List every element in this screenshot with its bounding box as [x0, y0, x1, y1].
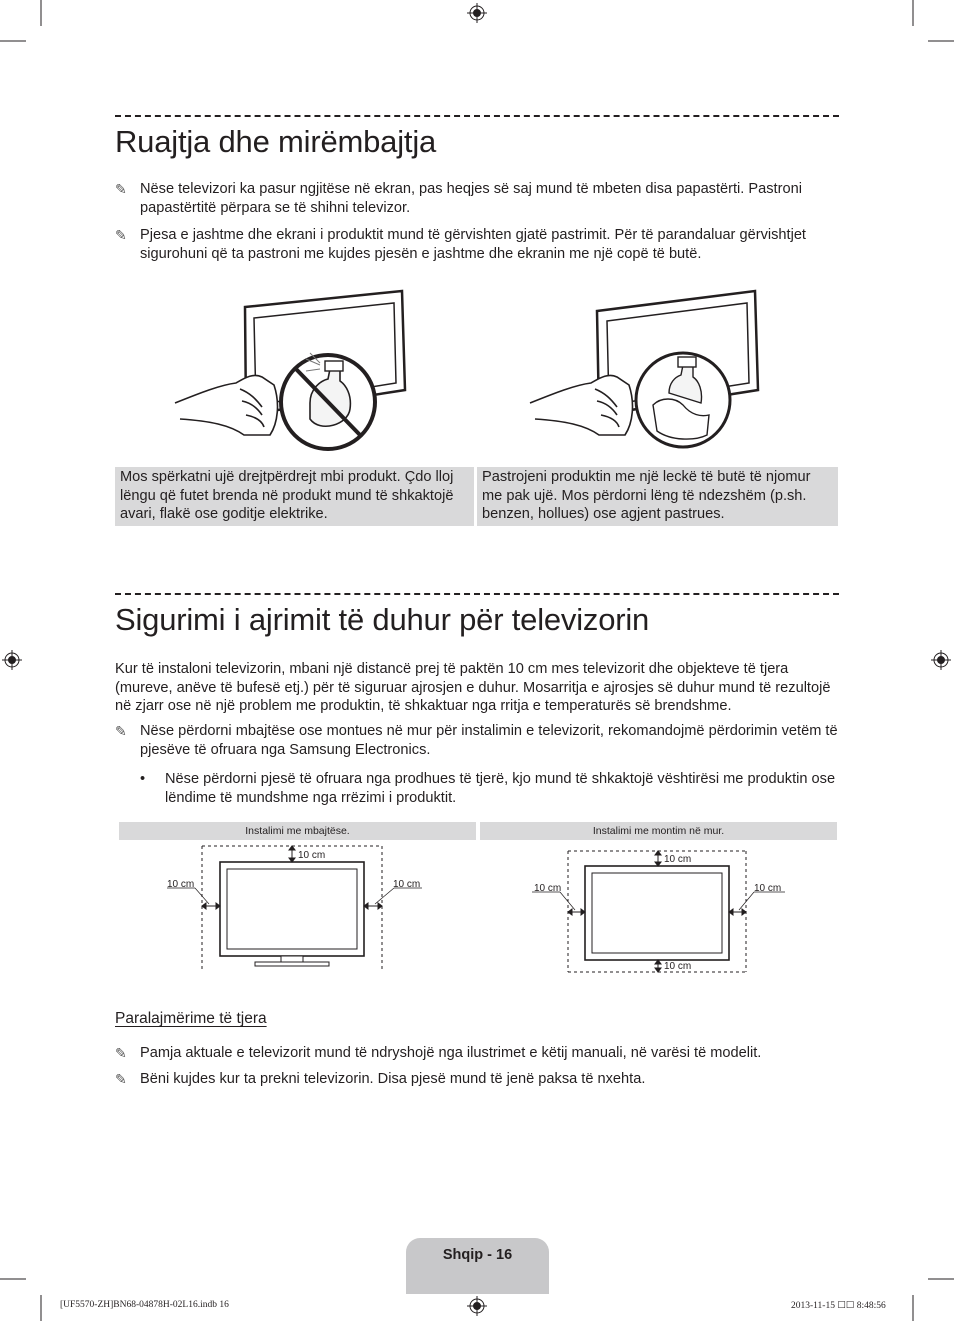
clearance-label-top: 10 cm	[298, 850, 326, 861]
diagram-stand-clearance	[119, 840, 476, 975]
ventilation-intro: Kur të instaloni televizorin, mbani një distancë prej të paktën 10 cm mes televizorit dhe objekteve të tjera (mureve, anëve të bufesë etj.) për të siguruar ajrosjen e duhur. Mosarritja e ajrosjes së duhur mund të rezultojë në zjarr ose në një problem me produktin, të shkaktuar nga rritja e temperaturës së brendshme.	[115, 661, 831, 714]
pencil-note-icon: ✎	[115, 1045, 127, 1061]
section-divider	[115, 115, 839, 117]
subsection-title-warnings: Paralajmërime të tjera	[115, 1010, 267, 1027]
registration-mark-left	[2, 650, 22, 670]
illustration-soft-cloth	[525, 285, 765, 455]
diagram-label-stand: Instalimi me mbajtëse.	[119, 822, 476, 840]
registration-mark-bottom	[467, 1296, 487, 1316]
caption-no-spray: Mos spërkatni ujë drejtpërdrejt mbi produkt. Çdo lloj lëngu që futet brenda në produkt mund të shkaktojë avari, flakë ose goditje elektrike.	[115, 467, 474, 526]
note-item: ✎ Pamja aktuale e televizorit mund të ndryshojë nga ilustrimet e këtij manuali, në varësi të modelit.	[115, 1045, 762, 1061]
hand-with-cloth-icon	[530, 375, 632, 435]
section-title-ventilation: Sigurimi i ajrimit të duhur për televizorin	[115, 602, 650, 637]
note-item: ✎ Pjesa e jashtme dhe ekrani i produktit mund të gërvishten gjatë pastrimit. Për të parandaluar gërvishtjet sigurohuni që ta pastroni me kujdes pjesën e jashtme dhe ekranin me një copë të butë.	[115, 227, 806, 262]
page-number-tab: Shqip - 16	[406, 1238, 549, 1294]
bullet-dot-icon: •	[140, 771, 146, 787]
file-info: [UF5570-ZH]BN68-04878H-02L16.indb 16	[60, 1300, 229, 1310]
section-divider	[115, 593, 839, 595]
registration-mark-right	[931, 650, 951, 670]
note-item: ✎ Nëse televizori ka pasur ngjitëse në ekran, pas heqjes së saj mund të mbeten disa papastërti. Pastroni papastërtitë përpara se të shihni televizor.	[115, 181, 802, 216]
print-date: 2013-11-15 ☐☐ 8:48:56	[791, 1301, 886, 1311]
illustration-no-spray	[170, 285, 410, 455]
spray-on-cloth-icon	[636, 353, 730, 447]
diagram-wall-clearance	[480, 840, 837, 975]
clearance-label-right: 10 cm	[754, 883, 782, 894]
pencil-note-icon: ✎	[115, 181, 127, 197]
clearance-label-left: 10 cm	[167, 879, 195, 890]
registration-mark-top	[467, 3, 487, 23]
hand-with-cloth-icon	[175, 375, 277, 435]
clearance-label-bottom: 10 cm	[664, 961, 692, 972]
pencil-note-icon: ✎	[115, 227, 127, 243]
caption-soft-cloth: Pastrojeni produktin me një leckë të butë të njomur me pak ujë. Mos përdorni lëng të ndezshëm (p.sh. benzen, hollues) ose agjent pastrues.	[477, 467, 838, 526]
clearance-label-top: 10 cm	[664, 854, 692, 865]
clearance-label-left: 10 cm	[534, 883, 562, 894]
clearance-label-right: 10 cm	[393, 879, 421, 890]
section-title-maintenance: Ruajtja dhe mirëmbajtja	[115, 124, 437, 159]
no-spray-sign-icon	[281, 353, 375, 449]
note-item: ✎ Nëse përdorni mbajtëse ose montues në mur për instalimin e televizorit, rekomandojmë përdorimin vetëm të pjesëve të ofruara nga Samsung Electronics.	[115, 723, 838, 758]
bullet-item: • Nëse përdorni pjesë të ofruara nga prodhues të tjerë, kjo mund të shkaktojë vështirësi me produktin ose lëndime të mundshme nga rrëzimi i produktit.	[140, 771, 836, 806]
note-item: ✎ Bëni kujdes kur ta prekni televizorin. Disa pjesë mund të jenë paksa të nxehta.	[115, 1071, 646, 1087]
pencil-note-icon: ✎	[115, 723, 127, 739]
pencil-note-icon: ✎	[115, 1071, 127, 1087]
diagram-label-wall: Instalimi me montim në mur.	[480, 822, 837, 840]
